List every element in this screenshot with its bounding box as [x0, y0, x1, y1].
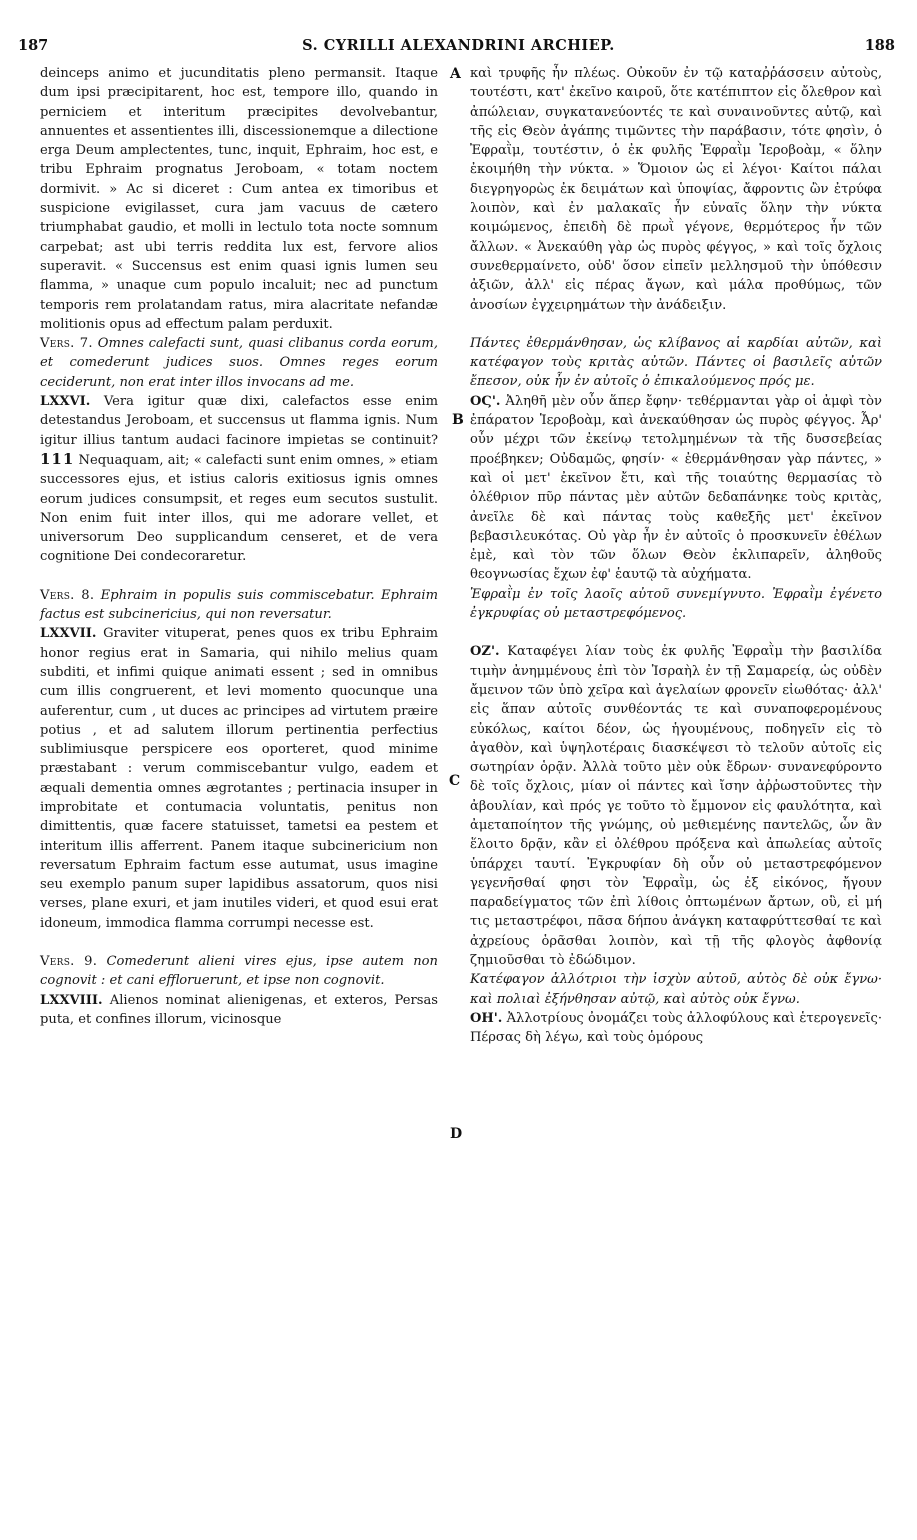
section-text: Graviter vituperat, penes quos ex tribu Ephraim honor regius erat in Samaria, qui nihilo melius quam subditi, et infimi quique animati essent ; sed in omnibus cum illis congruerent, et levi momento quocunque una auferentur, cum , ut duces ac principes ad virtutem præire potius , et ad salutem illorum pertinentia perfectius sublimiusque perspicere eos oporteret, quod minime præstabant : verum commiscebantur vulgo, eadem et æquali dementia omnes ægrotantes ; pertinacia insuper in improbitate et contumacia voluntatis, penitus non dimittentis, quæ facere statuisset, tametsi ea pestem et interitum illis afferrent. Panem itaque subcinericium non reversatum Ephraim factum esse autumat, usus imagine seu exemplo panum super lapidibus assatorum, quos nisi verses, plane exuri, et jam inutiles videri, et quod esui erat idoneum, immodica flamma corrumpi necesse est.	[40, 626, 438, 931]
margin-marker-b: B	[452, 412, 464, 428]
section-number: LXXVI.	[40, 394, 91, 410]
page-number-right: 188	[864, 37, 895, 54]
verse-text: Omnes calefacti sunt, quasi clibanus corda eorum, et comederunt judices suos. Omnes reges eorum ceciderunt, non erat inter illos invocans ad me.	[40, 336, 438, 390]
section-number: ΟϚ'.	[470, 393, 501, 409]
latin-verse-7	[40, 334, 438, 392]
margin-marker-c: C	[449, 773, 461, 789]
verse-label: Vers. 9.	[40, 954, 98, 970]
latin-column	[40, 64, 438, 1029]
verse-text: Comederunt alieni vires ejus, ipse autem non cognovit : et cani effloruerunt, et ipse non cognovit.	[40, 954, 438, 989]
margin-marker-a: A	[450, 66, 461, 82]
section-text-continued: Nequaquam, ait; « calefacti sunt enim omnes, » etiam successores ejus, et istius caloris exitiosus ignis omnes eorum judices consumpsit, et reges eum secutos sustulit. Non enim fuit inter illos, qui me adorare vellet, et universorum Deo supplicandum censeret, et de vera cognitione Dei condecoraretur.	[40, 452, 438, 565]
section-text: Vera igitur quæ dixi, calefactos esse enim detestandus Jeroboam, et succensus ut flamma ignis. Num igitur illius tantum audaci facinore impietas se continuit?	[40, 394, 438, 448]
section-number: ΟΖ'.	[470, 644, 500, 660]
section-text: Alienos nominat alienigenas, et exteros, Persas puta, et confines illorum, vicinosque	[40, 992, 438, 1027]
margin-marker-d: D	[450, 1126, 463, 1142]
greek-verse-7: Πάντες ἐθερμάνθησαν, ὡς κλίβανος αἱ καρδίαι αὐτῶν, καὶ κατέφαγον τοὺς κριτὰς αὐτῶν. Πάντες οἱ βασιλεῖς αὐτῶν ἔπεσον, οὐκ ἦν ἐν αὐτοῖς ὁ ἐπικαλούμενος πρός με.	[470, 335, 882, 390]
spacer	[470, 315, 882, 334]
latin-verse-9	[40, 952, 438, 991]
verse-text: Ephraim in populis suis commiscebatur. Ephraim factus est subcinericius, qui non reversatur.	[40, 587, 438, 623]
greek-section-76	[470, 392, 882, 585]
section-text: Καταφέγει λίαν τοὺς ἐκ φυλῆς Ἐφραῒμ τὴν βασιλίδα τιμὴν ἀνημμένους ἐπὶ τὸν Ἰσραὴλ ἐν τῇ Σαμαρείᾳ, ὡς οὐδὲν ἄμεινον τῶν ὑπὸ χεῖρα καὶ ἀγελαίων φρονεῖν εἰωθότας· ἀλλ' εἰς ἅπαν αὐτοῖς συνθέοντάς τε καὶ συναποφερομένους εὐκόλως, καίτοι δέον, ὡς ἡγουμένους, ποδηγεῖν εἰς τὸ ἀγαθὸν, καὶ ὑψηλοτέραις διασκέψεσι τὸ τελοῦν αὐτοῖς εἰς σωτηρίαν ὁρᾷν. Ἀλλὰ τοῦτο μὲν οὐκ ἔδρων· συνανεφύροντο δὲ τοῖς ὄχλοις, μίαν οἱ πάντες καὶ ἴσην ἀῤῥωστοῦντες τὴν ἀβουλίαν, καὶ πρός γε τοῦτο τὸ ἔμμονον εἰς φαυλότητα, καὶ ἀμεταποίητον τῆς γνώμης, οὐ μεθιεμένης παντελῶς, ὧν ἂν ἕλοιτο δρᾷν, κἂν εἰ ὀλέθρου πρόξενα καὶ ἀπωλείας αὐτοῖς ὑπάρχει ταυτί. Ἐγκρυφίαν δὴ οὖν οὐ μεταστρεφόμενον γεγενῆσθαί φησι τὸν Ἐφραῒμ, ὡς ἐξ εἰκόνος, ἤγουν παραδείγματος τῶν ἐπὶ λίθοις ὀπτωμένων ἄρτων, οὓ, εἰ μή τις μεταστρέφοι, πᾶσα δήπου ἀνάγκη καταφρύττεσθαί τε καὶ ἀχρείους ὁρᾶσθαι λοιπὸν, καὶ τῇ τῆς φλογὸς ἀφθονίᾳ ζημιοῦσθαι τὸ ἐδώδιμον.	[470, 644, 882, 969]
latin-verse-8	[40, 586, 438, 625]
greek-section-78	[470, 1009, 882, 1048]
section-text: Ἀλλοτρίους ὀνομάζει τοὺς ἀλλοφύλους καὶ ἑτερογενεῖς· Πέρσας δὴ λέγω, καὶ τοὺς ὁμόρους	[470, 1010, 882, 1046]
section-number: LXXVIII.	[40, 992, 103, 1008]
verse-label: Vers. 8.	[40, 587, 95, 603]
greek-verse-9: Κατέφαγον ἀλλότριοι τὴν ἰσχὺν αὐτοῦ, αὐτὸς δὲ οὐκ ἔγνω· καὶ πολιαὶ ἐξήνθησαν αὐτῷ, καὶ αὐτὸς οὐκ ἔγνω.	[470, 972, 882, 1007]
verse-label: Vers. 7.	[40, 336, 93, 352]
greek-paragraph-intro: καὶ τρυφῆς ἦν πλέως. Οὐκοῦν ἐν τῷ καταῤῥάσσειν αὐτοὺς, τουτέστι, κατ' ἐκεῖνο καιροῦ, ὅτε κατέπιπτον εἰς ὄλεθρον καὶ ἀπώλειαν, συγκατανεύοντές τε καὶ συναινοῦντες αὐτῷ, καὶ τῆς εἰς Θεὸν ἀγάπης τιμῶντες τὴν παράβασιν, τότε φησὶν, ὁ Ἐφραῒμ, τουτέστιν, ὁ ἐκ φυλῆς Ἐφραῒμ Ἱεροβοὰμ, « ὅλην ἐκοιμήθη τὴν νύκτα. » Ὅμοιον ὡς εἰ λέγοι· Καίτοι πάλαι διεγρηγορὼς ἐκ δειμάτων καὶ ὑποψίας, ἄφροντις ὢν ἐτρύφα λοιπὸν, καὶ ἐν μαλακαῖς ἦν εὐναῖς ὅλην τὴν νύκτα κοιμώμενος, ἐπειδὴ δὲ πρωῒ γέγονε, θερμότερος ἦν τῶν ἄλλων. « Ἀνεκαύθη γὰρ ὡς πυρὸς φέγγος, » καὶ τοῖς ὄχλοις συνεθερμαίνετο, οὐδ' ὅσον εἰπεῖν μελλησμοῦ τὴν ὑπόθεσιν ἀξιῶν, ἀλλ' εἰς πέρας ἄγων, καὶ μάλα προθύμως, τῶν ἀνοσίων ἐγχειρημάτων τὴν ἀνάδειξιν.	[470, 66, 882, 313]
section-number: LXXVII.	[40, 626, 97, 642]
latin-section-78	[40, 991, 438, 1030]
greek-verse-8: Ἐφραῒμ ἐν τοῖς λαοῖς αὐτοῦ συνεμίγνυτο. Ἐφραῒμ ἐγένετο ἐγκρυφίας οὐ μεταστρεφόμενος.	[470, 586, 882, 622]
greek-column	[470, 64, 882, 1048]
running-title: S. CYRILLI ALEXANDRINI ARCHIEP.	[302, 37, 615, 54]
latin-section-77	[40, 624, 438, 933]
spacer	[40, 933, 438, 952]
greek-section-77	[470, 642, 882, 970]
section-text: Ἀληθῆ μὲν οὖν ἅπερ ἔφην· τεθέρμανται γὰρ οἱ ἀμφὶ τὸν ἐπάρατον Ἱεροβοὰμ, καὶ ἀνεκαύθησαν ὡς πυρὸς φέγγος. Ἆρ' οὖν μέχρι τῶν ἐκείνῳ τετολμημένων τὰ τῆς δυσσεβείας προέβηκεν; Οὐδαμῶς, φησίν· « ἐθερμάνθησαν γὰρ πάντες, » καὶ οἱ μετ' ἐκεῖνον ἔτι, καὶ τῆς τοιαύτης θερμασίας τὸ ὀλέθριον πῦρ πάντας μὲν αὐτῶν δεδαπάνηκε τοὺς κριτὰς, ἀνεῖλε δὲ καὶ πάντας τοὺς καθεξῆς μετ' ἐκεῖνον βεβασιλευκότας. Οὐ γὰρ ἦν ἐν αὐτοῖς ὁ προσκυνεῖν ἐθέλων ἐμὲ, καὶ τὸν τῶν ὅλων Θεὸν ἐκλιπαρεῖν, ἀληθοῦς θεογνωσίας ἔχων ἐφ' ἑαυτῷ τὰ αὐχήματα.	[470, 393, 882, 583]
column-number: 111	[40, 449, 75, 468]
spacer	[40, 567, 438, 586]
section-number: ΟΗ'.	[470, 1010, 503, 1026]
latin-paragraph-intro: deinceps animo et jucunditatis pleno permansit. Itaque dum ipsi præcipitarent, hoc est, tempore illo, quando in perniciem et interitum præcipites devolvebantur, annuentes et assentientes illi, discessionemque a dilectione erga Deum amplectentes, tunc, inquit, Ephraim, hoc est, e tribu Ephraim prognatus Jeroboam, « totam noctem dormivit. » Ac si diceret : Cum antea ex timoribus et suspicione evigilasset, cura jam vacuus de cætero triumphabat gaudio, et molli in lectulo tota nocte somnum carpebat; ast ubi terris reddita lux est, fervore alios superavit. « Succensus est enim quasi ignis lumen seu flamma, » unaque cum populo incaluit; nec ad punctum temporis rem prolatandam ratus, mira alacritate nefandæ molitionis opus ad effectum palam perduxit.	[40, 66, 438, 332]
spacer	[470, 623, 882, 642]
latin-section-76	[40, 392, 438, 567]
page-number-left: 187	[18, 37, 49, 54]
